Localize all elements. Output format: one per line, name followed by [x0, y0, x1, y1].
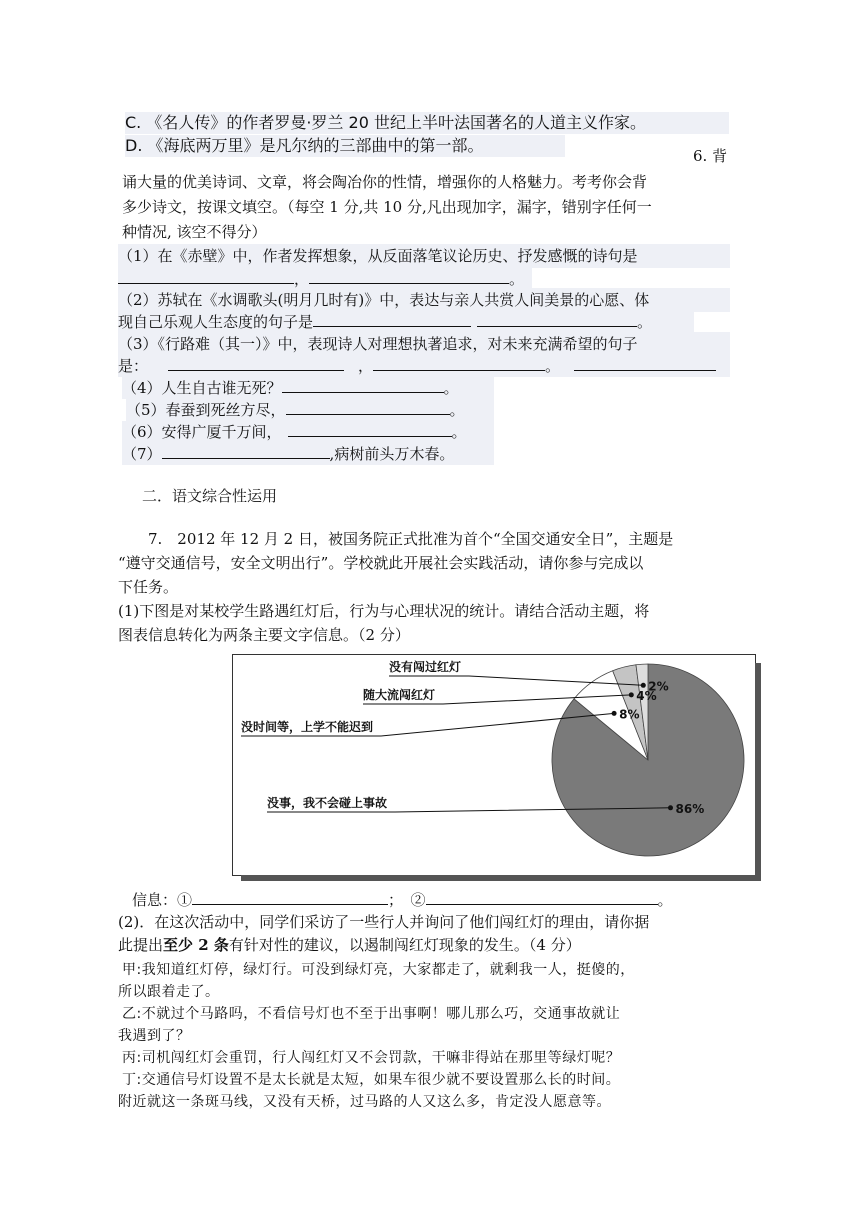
section-2-heading: 二．语文综合性运用 [142, 487, 278, 505]
answer-blank[interactable] [118, 269, 294, 284]
answer-blank[interactable] [574, 356, 716, 371]
q6-item2-line1: （2）苏轼在《水调歌头(明月几时有)》中，表达与亲人共赏人间美景的心愿、体 [118, 288, 730, 312]
value-label-2: 2% [648, 679, 669, 694]
leader-dot [641, 683, 646, 688]
q7-info-line: 信息：① ； ② 。 [132, 891, 673, 909]
q7-sub1-line2: 图表信息转化为两条主要文字信息。（2 分） [118, 626, 410, 644]
value-label-86: 86% [675, 801, 705, 816]
pie-chart [233, 655, 755, 875]
category-label-no-time: 没时间等，上学不能迟到 [241, 720, 374, 734]
q6-intro-line2: 多少诗文，按课文填空。（每空 1 分,共 10 分,凡出现加字，漏字，错别字任何一 [122, 198, 652, 216]
q6-item1-answer-row: ， 。 [118, 268, 532, 290]
info-blank-1[interactable] [192, 890, 388, 905]
q7-line3: 下任务。 [118, 578, 179, 596]
q6-intro-line1: 诵大量的优美诗词、文章，将会陶冶你的性情，增强你的人格魅力。考考你会背 [122, 173, 648, 191]
q6-intro-line3: 种情况, 该空不得分） [122, 223, 267, 241]
q7-sub1-line1: (1)下图是对某校学生路遇红灯后，行为与心理状况的统计。请结合活动主题，将 [118, 602, 650, 620]
answer-blank[interactable] [162, 444, 330, 459]
info-blank-2[interactable] [426, 890, 658, 905]
reason-yi-line2: 我遇到了？ [118, 1028, 191, 1044]
category-label-follow-crowd: 随大流闯红灯 [363, 688, 436, 702]
leader-dot [668, 805, 673, 810]
q7-sub2-line1: (2)．在这次活动中，同学们采访了一些行人并询问了他们闯红灯的理由，请你据 [118, 913, 650, 931]
answer-blank[interactable] [288, 422, 452, 437]
q6-item5: （5）春蚕到死丝方尽， 。 [126, 399, 494, 421]
leader-dot [629, 692, 634, 697]
q6-item6: （6）安得广厦千万间， 。 [122, 421, 494, 443]
q6-item2-line2: 现自己乐观人生态度的句子是 。 [118, 311, 694, 333]
q6-item3-line2: 是： ， 。 [118, 355, 730, 377]
answer-blank[interactable] [313, 312, 471, 327]
option-c: C. 《名人传》的作者罗曼·罗兰 20 世纪上半叶法国著名的人道主义作家。 [125, 112, 729, 134]
option-d: D. 《海底两万里》是凡尔纳的三部曲中的第一部。 [125, 135, 565, 157]
category-label-never-run: 没有闯过红灯 [389, 660, 462, 674]
q6-item3-line1: （3）《行路难（其一）》中，表现诗人对理想执著追求，对未来充满希望的句子 [118, 332, 730, 356]
answer-blank[interactable] [309, 269, 509, 284]
q7-line2: “遵守交通信号，安全文明出行”。学校就此开展社会实践活动，请你参与完成以 [118, 554, 644, 572]
q7-sub2-line2: 此提出至少 2 条有针对性的建议，以遏制闯红灯现象的发生。（4 分） [118, 936, 581, 954]
category-label-no-accident: 没事，我不会碰上事故 [267, 796, 388, 810]
value-label-8: 8% [619, 707, 640, 722]
q6-item4: （4）人生自古谁无死？ 。 [122, 377, 494, 399]
answer-blank[interactable] [477, 312, 637, 327]
reason-bing-line: 丙:司机闯红灯会重罚，行人闯红灯又不会罚款，干嘛非得站在那里等绿灯呢？ [122, 1050, 621, 1066]
reason-jia-line2: 所以跟着走了。 [118, 984, 220, 1000]
q7-line1: 7. 2012 年 12 月 2 日，被国务院正式批准为首个“全国交通安全日”，主题是 [148, 530, 674, 548]
reason-ding-line1: 丁:交通信号灯设置不是太长就是太短，如果车很少就不要设置那么长的时间。 [122, 1072, 621, 1088]
answer-blank[interactable] [373, 356, 545, 371]
answer-blank[interactable] [168, 356, 344, 371]
reason-jia-line1: 甲:我知道红灯停，绿灯行。可没到绿灯亮，大家都走了，就剩我一人，挺傻的， [122, 962, 635, 978]
reason-ding-line2: 附近就这一条斑马线，又没有天桥，过马路的人又这么多，肯定没人愿意等。 [118, 1094, 611, 1110]
value-label-4: 4% [636, 688, 657, 703]
pie-chart-frame [232, 654, 756, 876]
question-6-number: 6. 背 [693, 147, 728, 165]
answer-blank[interactable] [286, 400, 450, 415]
q6-item7: （7） ,病树前头万木春。 [122, 443, 494, 465]
answer-blank[interactable] [282, 378, 444, 393]
leader-dot [612, 711, 617, 716]
q6-item1-line1: （1）在《赤壁》中，作者发挥想象，从反面落笔议论历史、抒发感慨的诗句是 [118, 244, 730, 268]
reason-yi-line1: 乙:不就过个马路吗，不看信号灯也不至于出事啊！哪儿那么巧，交通事故就让 [122, 1006, 621, 1022]
